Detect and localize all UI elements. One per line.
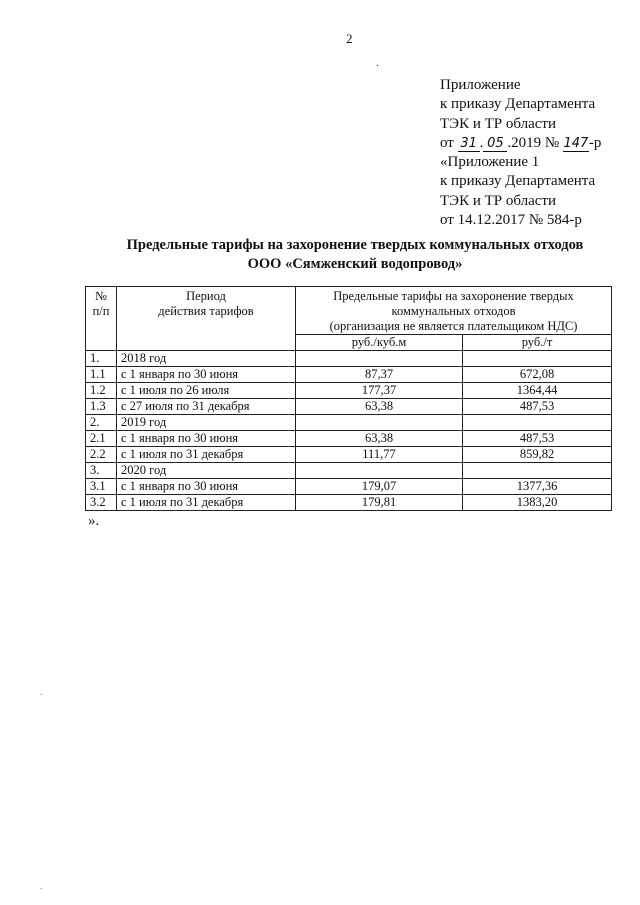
order-year: .2019 №: [507, 134, 560, 151]
row-period-cell: 2020 год: [117, 463, 296, 479]
row-tariff-t-cell: [463, 351, 612, 367]
row-period-cell: с 1 января по 30 июня: [117, 367, 296, 383]
row-tariff-t-cell: 487,53: [463, 399, 612, 415]
row-period-cell: с 1 июля по 31 декабря: [117, 495, 296, 511]
table-header-row: [86, 287, 612, 335]
row-tariff-m3-cell: [296, 415, 463, 431]
row-period-cell: 2019 год: [117, 415, 296, 431]
tariff-table: [85, 286, 612, 511]
appendix-line: «Приложение 1: [440, 154, 540, 171]
date-separator: .: [479, 134, 484, 151]
table-row: [86, 431, 612, 447]
row-number-cell: 3.2: [86, 495, 117, 511]
header-text: Период: [186, 289, 226, 303]
row-tariff-t-cell: 672,08: [463, 367, 612, 383]
header-text: коммунальных отходов: [391, 304, 516, 318]
appendix-line: от 14.12.2017 № 584-р: [440, 212, 582, 229]
row-tariff-m3-cell: 63,38: [296, 431, 463, 447]
header-period: [117, 287, 296, 351]
document-title: [100, 236, 610, 273]
row-number-cell: 3.: [86, 463, 117, 479]
stray-dot: .: [376, 58, 379, 69]
order-prefix: от: [440, 134, 454, 151]
table-row: [86, 479, 612, 495]
table-row: [86, 447, 612, 463]
row-tariff-t-cell: 1377,36: [463, 479, 612, 495]
row-number-cell: 2.2: [86, 447, 117, 463]
appendix-line: к приказу Департамента: [440, 173, 596, 190]
handwritten-order-number: 147: [563, 135, 589, 151]
row-period-cell: 2018 год: [117, 351, 296, 367]
page-number: 2: [346, 31, 353, 46]
row-period-cell: с 27 июля по 31 декабря: [117, 399, 296, 415]
header-text: п/п: [92, 304, 110, 318]
table-row: [86, 383, 612, 399]
row-period-cell: с 1 июля по 31 декабря: [117, 447, 296, 463]
table-row: [86, 399, 612, 415]
header-tariffs: [296, 287, 612, 335]
table-group-row: [86, 463, 612, 479]
row-tariff-m3-cell: [296, 351, 463, 367]
row-tariff-t-cell: [463, 415, 612, 431]
row-tariff-t-cell: 859,82: [463, 447, 612, 463]
appendix-line: ТЭК и ТР области: [440, 115, 556, 132]
row-tariff-m3-cell: 63,38: [296, 399, 463, 415]
row-period-cell: с 1 января по 30 июня: [117, 431, 296, 447]
row-number-cell: 2.: [86, 415, 117, 431]
row-number-cell: 1.2: [86, 383, 117, 399]
row-number-cell: 1.: [86, 351, 117, 367]
row-tariff-t-cell: 1383,20: [463, 495, 612, 511]
appendix-line: к приказу Департамента: [440, 96, 596, 113]
row-number-cell: 1.1: [86, 367, 117, 383]
row-tariff-m3-cell: 177,37: [296, 383, 463, 399]
handwritten-day: 31: [458, 137, 480, 152]
closing-quote: ».: [88, 513, 100, 529]
table-row: [86, 367, 612, 383]
header-number: [86, 287, 117, 351]
row-tariff-t-cell: [463, 463, 612, 479]
table-row: [86, 495, 612, 511]
handwritten-month: 05: [483, 137, 507, 152]
row-tariff-m3-cell: 179,07: [296, 479, 463, 495]
row-tariff-m3-cell: 87,37: [296, 367, 463, 383]
row-tariff-t-cell: 487,53: [463, 431, 612, 447]
title-line: Предельные тарифы на захоронение твердых коммунальных отходов: [126, 237, 584, 253]
row-period-cell: с 1 января по 30 июня: [117, 479, 296, 495]
table-group-row: [86, 415, 612, 431]
row-tariff-m3-cell: 179,81: [296, 495, 463, 511]
row-period-cell: с 1 июля по 26 июля: [117, 383, 296, 399]
header-unit-t: руб./т: [463, 335, 612, 351]
edge-dot: .: [40, 882, 42, 891]
header-text: (организация не является плательщиком НДС): [329, 319, 578, 333]
row-tariff-m3-cell: [296, 463, 463, 479]
order-suffix: -р: [588, 134, 602, 151]
appendix-line: ТЭК и ТР области: [440, 192, 556, 209]
header-text: действия тарифов: [158, 304, 254, 318]
header-text: №: [95, 289, 107, 303]
appendix-order-line: [440, 134, 601, 153]
row-number-cell: 1.3: [86, 399, 117, 415]
appendix-line: Приложение: [440, 77, 521, 93]
edge-dot: .: [40, 688, 42, 697]
row-number-cell: 3.1: [86, 479, 117, 495]
appendix-block: [440, 76, 601, 230]
row-tariff-m3-cell: 111,77: [296, 447, 463, 463]
header-unit-m3: руб./куб.м: [296, 335, 463, 351]
row-tariff-t-cell: 1364,44: [463, 383, 612, 399]
title-line: ООО «Сямженский водопровод»: [247, 255, 463, 272]
table-group-row: [86, 351, 612, 367]
row-number-cell: 2.1: [86, 431, 117, 447]
header-text: Предельные тарифы на захоронение твердых: [333, 289, 574, 303]
